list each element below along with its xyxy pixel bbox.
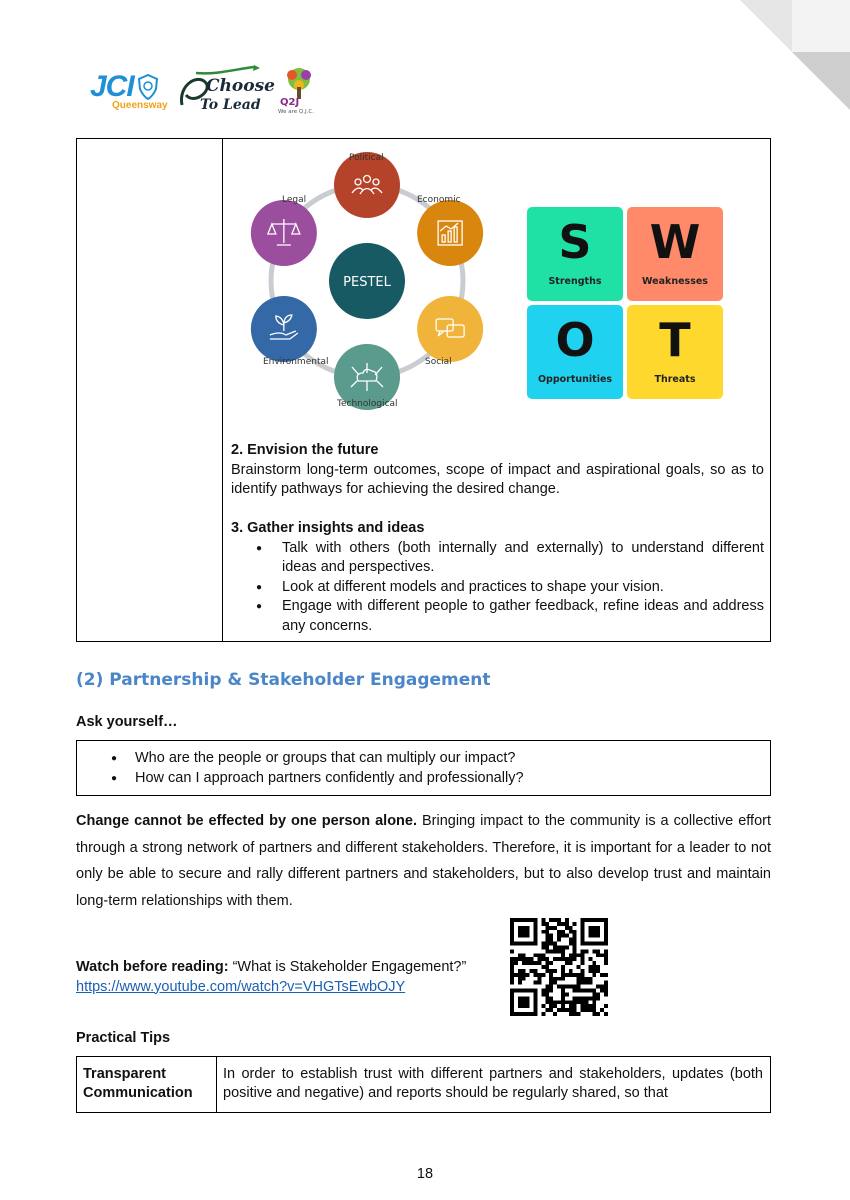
swot-letter: S bbox=[558, 215, 592, 269]
swot-letter: T bbox=[659, 313, 691, 367]
body-paragraph-text: Bringing impact to the community is a collective effort through a strong network of partners and different stakeholders. Therefore, it is important for a leader to not only be able to secure and rally different partners and stakeholders, but to also develop trust and maintain long-term relationships with them. bbox=[76, 813, 771, 909]
header-logos bbox=[90, 62, 322, 118]
swot-tile-strengths bbox=[527, 207, 623, 301]
questions-box bbox=[76, 740, 771, 796]
subheading-envision: 2. Envision the future bbox=[231, 442, 379, 458]
practical-tips-heading: Practical Tips bbox=[76, 1030, 171, 1046]
body-paragraph bbox=[76, 808, 771, 914]
choose-logo-line2: To Lead bbox=[199, 97, 261, 113]
pestel-label-political: Political bbox=[349, 153, 384, 163]
pestel-label-environmental: Environmental bbox=[263, 357, 329, 367]
pestel-node bbox=[417, 200, 483, 266]
pestel-label-legal: Legal bbox=[282, 195, 307, 205]
section-heading: (2) Partnership & Stakeholder Engagement bbox=[76, 670, 491, 690]
jci-logo-text: JCI bbox=[90, 69, 134, 103]
jci-logo bbox=[90, 70, 168, 111]
svg-text:Q2J: Q2J bbox=[279, 97, 299, 108]
swot-tile-weaknesses bbox=[627, 207, 723, 301]
pestel-diagram bbox=[237, 149, 497, 419]
swot-tile-threats bbox=[627, 305, 723, 399]
swot-letter: O bbox=[555, 313, 595, 367]
jci-shield-icon bbox=[137, 74, 159, 100]
subheading-insights: 3. Gather insights and ideas bbox=[231, 520, 425, 536]
watch-title: “What is Stakeholder Engagement?” bbox=[228, 959, 467, 975]
tip-title: Transparent Communication bbox=[77, 1057, 217, 1112]
video-link[interactable]: https://www.youtube.com/watch?v=VHGTsEwbOJY bbox=[76, 978, 406, 995]
we-are-qjc-logo bbox=[276, 65, 322, 115]
pestel-label-economic: Economic bbox=[417, 195, 461, 205]
pestel-label-social: Social bbox=[425, 357, 452, 367]
wearejc-logo-text: We are Q.J.C. bbox=[277, 109, 314, 115]
paragraph-envision: Brainstorm long-term outcomes, scope of impact and aspirational goals, so as to identify pathways for achieving the desired change. bbox=[231, 461, 764, 497]
swot-letter: W bbox=[649, 215, 701, 269]
list-item: ● Look at different models and practices to shape your vision. bbox=[256, 578, 764, 598]
choose-to-lead-logo bbox=[176, 65, 276, 115]
jci-logo-subtitle: Queensway bbox=[112, 99, 168, 111]
content-table bbox=[76, 138, 771, 642]
watch-before-reading bbox=[76, 958, 466, 997]
list-item: ● Engage with different people to gather feedback, refine ideas and address any concerns. bbox=[256, 597, 764, 636]
qr-code[interactable] bbox=[510, 918, 608, 1016]
tips-table bbox=[76, 1056, 771, 1113]
pestel-node bbox=[417, 296, 483, 362]
swot-grid bbox=[527, 207, 725, 403]
swot-word: Weaknesses bbox=[642, 276, 708, 287]
ask-yourself-label: Ask yourself… bbox=[76, 714, 178, 730]
swot-word: Opportunities bbox=[537, 374, 613, 385]
pestel-label-technological: Technological bbox=[337, 399, 398, 409]
list-item: ● How can I approach partners confidently and professionally? bbox=[111, 769, 760, 789]
swot-word: Threats bbox=[654, 374, 696, 385]
swot-word: Strengths bbox=[548, 276, 602, 287]
pestel-center-label: PESTEL bbox=[343, 275, 391, 290]
page-corner-decoration bbox=[740, 0, 850, 110]
list-item: ● Talk with others (both internally and externally) to understand different ideas and perspectives. bbox=[256, 539, 764, 578]
insights-list bbox=[256, 539, 764, 637]
swot-tile-opportunities bbox=[527, 305, 623, 399]
tip-text: In order to establish trust with different partners and stakeholders, updates (both positive and negative) and reports should be regularly shared, so that bbox=[223, 1066, 763, 1101]
cell-text bbox=[231, 441, 764, 636]
watch-label: Watch before reading: bbox=[76, 959, 229, 975]
page-number: 18 bbox=[416, 1166, 434, 1182]
table-left-cell bbox=[77, 139, 223, 641]
list-item: ● Who are the people or groups that can multiply our impact? bbox=[111, 749, 760, 769]
body-paragraph-bold: Change cannot be effected by one person alone. bbox=[76, 813, 417, 829]
choose-logo-line1: Choose bbox=[205, 76, 275, 96]
